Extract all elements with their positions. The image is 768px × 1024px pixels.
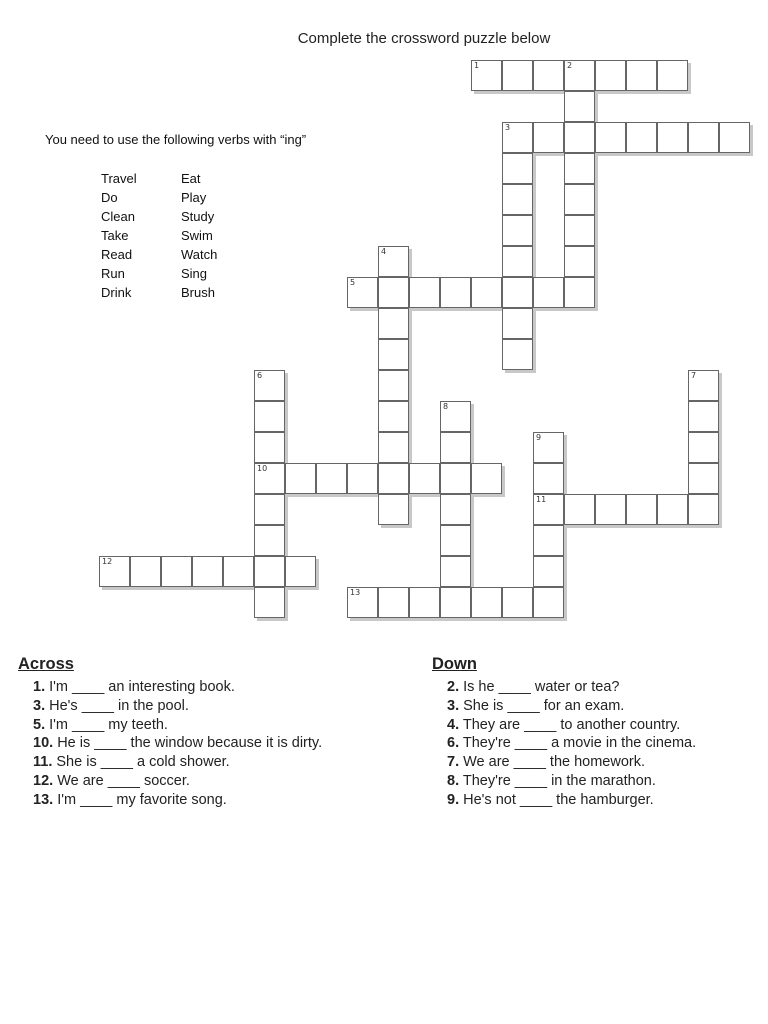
crossword-cell[interactable] (378, 246, 409, 277)
crossword-cell[interactable] (254, 463, 285, 494)
cell-input[interactable] (379, 309, 408, 338)
clue-label: 12. (33, 772, 54, 789)
cell-input[interactable] (379, 495, 408, 524)
cell-input[interactable] (441, 402, 470, 431)
crossword-cell[interactable] (688, 463, 719, 494)
cell-input[interactable] (565, 123, 594, 152)
across-clue (18, 753, 322, 772)
clue-text: He is ____ the window because it is dirty. (53, 735, 323, 752)
cell-input[interactable] (627, 123, 656, 152)
clue-text: They're ____ in the marathon. (459, 772, 656, 789)
crossword-cell[interactable] (533, 122, 564, 153)
crossword-cell[interactable] (533, 494, 564, 525)
crossword-cell[interactable] (316, 463, 347, 494)
cell-input[interactable] (689, 464, 718, 493)
clue-number: 9 (536, 433, 542, 442)
cell-input[interactable] (596, 495, 625, 524)
cell-input[interactable] (503, 216, 532, 245)
cell-input[interactable] (503, 247, 532, 276)
cell-input[interactable] (596, 61, 625, 90)
down-clue (432, 678, 696, 697)
clue-number: 12 (102, 557, 113, 566)
crossword-cell[interactable] (533, 277, 564, 308)
clue-label: 13. (33, 791, 54, 808)
clue-text: They are ____ to another country. (459, 716, 681, 733)
cell-input[interactable] (286, 557, 315, 586)
cell-input[interactable] (224, 557, 253, 586)
down-clue (432, 697, 696, 716)
cell-input[interactable] (596, 123, 625, 152)
crossword-cell[interactable] (533, 587, 564, 618)
crossword-cell[interactable] (533, 525, 564, 556)
clue-text: She is ____ for an exam. (459, 697, 625, 714)
crossword-cell[interactable] (347, 277, 378, 308)
cell-input[interactable] (689, 495, 718, 524)
crossword-cell[interactable] (378, 339, 409, 370)
crossword-cell[interactable] (378, 277, 409, 308)
clue-number: 2 (567, 61, 573, 70)
cell-input[interactable] (565, 92, 594, 121)
crossword-cell[interactable] (657, 60, 688, 91)
crossword-cell[interactable] (130, 556, 161, 587)
crossword-cell[interactable] (378, 494, 409, 525)
crossword-cell[interactable] (564, 153, 595, 184)
cell-input[interactable] (565, 185, 594, 214)
clue-number: 10 (257, 464, 268, 473)
verb-item: Watch (181, 247, 218, 262)
crossword-cell[interactable] (99, 556, 130, 587)
cell-input[interactable] (534, 495, 563, 524)
cell-input[interactable] (534, 61, 563, 90)
crossword-cell[interactable] (347, 587, 378, 618)
crossword-cell[interactable] (285, 463, 316, 494)
crossword-cell[interactable] (595, 60, 626, 91)
crossword-cell[interactable] (502, 215, 533, 246)
crossword-cell[interactable] (719, 122, 750, 153)
crossword-cell[interactable] (378, 463, 409, 494)
crossword-cell[interactable] (378, 308, 409, 339)
cell-input[interactable] (379, 433, 408, 462)
clue-label: 1. (33, 679, 46, 695)
cell-input[interactable] (317, 464, 346, 493)
cell-input[interactable] (255, 588, 284, 617)
cell-input[interactable] (565, 216, 594, 245)
cell-input[interactable] (658, 495, 687, 524)
cell-input[interactable] (534, 278, 563, 307)
cell-input[interactable] (348, 278, 377, 307)
crossword-cell[interactable] (564, 277, 595, 308)
crossword-cell[interactable] (440, 525, 471, 556)
cell-input[interactable] (255, 495, 284, 524)
page-title: Complete the crossword puzzle below (297, 30, 551, 47)
cell-input[interactable] (441, 588, 470, 617)
crossword-cell[interactable] (440, 401, 471, 432)
across-clues (18, 655, 322, 810)
cell-input[interactable] (286, 464, 315, 493)
clue-text: I'm ____ an interesting book. (45, 679, 235, 695)
crossword-cell[interactable] (502, 339, 533, 370)
cell-input[interactable] (379, 340, 408, 369)
cell-input[interactable] (534, 526, 563, 555)
crossword-cell[interactable] (626, 60, 657, 91)
cell-input[interactable] (503, 154, 532, 183)
crossword-cell[interactable] (285, 556, 316, 587)
crossword-cell[interactable] (254, 494, 285, 525)
cell-input[interactable] (658, 61, 687, 90)
cell-input[interactable] (472, 278, 501, 307)
crossword-cell[interactable] (564, 60, 595, 91)
crossword-cell[interactable] (440, 277, 471, 308)
cell-input[interactable] (472, 588, 501, 617)
cell-input[interactable] (534, 464, 563, 493)
clue-label: 10. (33, 735, 54, 752)
clue-label: 2. (447, 679, 460, 695)
cell-input[interactable] (100, 557, 129, 586)
crossword-cell[interactable] (440, 432, 471, 463)
crossword-cell[interactable] (409, 463, 440, 494)
verb-item: Eat (181, 171, 201, 186)
crossword-cell[interactable] (595, 494, 626, 525)
clue-label: 3. (447, 697, 460, 714)
crossword-cell[interactable] (688, 370, 719, 401)
cell-input[interactable] (565, 495, 594, 524)
verb-item: Play (181, 190, 207, 205)
crossword-cell[interactable] (471, 587, 502, 618)
clue-label: 3. (33, 697, 46, 714)
crossword-cell[interactable] (595, 122, 626, 153)
cell-input[interactable] (689, 433, 718, 462)
cell-input[interactable] (193, 557, 222, 586)
down-clue (432, 772, 696, 791)
clue-number: 13 (350, 588, 361, 597)
verb-item: Travel (101, 171, 137, 186)
cell-input[interactable] (565, 154, 594, 183)
cell-input[interactable] (689, 371, 718, 400)
across-heading: Across (18, 655, 74, 673)
crossword-cell[interactable] (533, 60, 564, 91)
verb-item: Do (101, 190, 118, 205)
clue-number: 7 (691, 371, 697, 380)
cell-input[interactable] (503, 309, 532, 338)
crossword-cell[interactable] (254, 556, 285, 587)
crossword-cell[interactable] (192, 556, 223, 587)
cell-input[interactable] (503, 123, 532, 152)
clue-text: They're ____ a movie in the cinema. (459, 735, 697, 752)
verb-item: Sing (181, 266, 208, 281)
verb-item: Run (101, 266, 125, 281)
crossword-cell[interactable] (502, 308, 533, 339)
crossword-cell[interactable] (564, 184, 595, 215)
verb-item: Take (101, 228, 129, 243)
across-clue (18, 772, 322, 791)
clue-number: 8 (443, 402, 449, 411)
clue-number: 5 (350, 278, 356, 287)
cell-input[interactable] (255, 557, 284, 586)
crossword-cell[interactable] (564, 215, 595, 246)
cell-input[interactable] (379, 247, 408, 276)
clue-number: 6 (257, 371, 263, 380)
cell-input[interactable] (255, 464, 284, 493)
down-clue (432, 716, 696, 735)
crossword-cell[interactable] (688, 401, 719, 432)
crossword-cell[interactable] (254, 401, 285, 432)
crossword-cell[interactable] (347, 463, 378, 494)
cell-input[interactable] (441, 495, 470, 524)
cell-input[interactable] (441, 433, 470, 462)
crossword-cell[interactable] (378, 401, 409, 432)
verb-item: Study (181, 209, 215, 224)
cell-input[interactable] (379, 464, 408, 493)
across-clue (18, 791, 322, 810)
cell-input[interactable] (689, 123, 718, 152)
down-clue (432, 753, 696, 772)
clue-text: I'm ____ my favorite song. (53, 791, 227, 808)
cell-input[interactable] (503, 185, 532, 214)
cell-input[interactable] (503, 588, 532, 617)
down-clue (432, 734, 696, 753)
clue-label: 6. (447, 735, 460, 752)
across-clue (18, 697, 322, 716)
crossword-cell[interactable] (440, 463, 471, 494)
cell-input[interactable] (565, 61, 594, 90)
clue-text: He's not ____ the hamburger. (459, 791, 654, 808)
crossword-cell[interactable] (502, 184, 533, 215)
clue-number: 3 (505, 123, 511, 132)
cell-input[interactable] (162, 557, 191, 586)
cell-input[interactable] (410, 464, 439, 493)
clue-text: I'm ____ my teeth. (45, 716, 168, 733)
crossword-cell[interactable] (502, 246, 533, 277)
cell-input[interactable] (472, 464, 501, 493)
cell-input[interactable] (255, 433, 284, 462)
crossword-cell[interactable] (254, 587, 285, 618)
cell-input[interactable] (658, 123, 687, 152)
cell-input[interactable] (379, 278, 408, 307)
crossword-cell[interactable] (502, 60, 533, 91)
clue-label: 7. (447, 754, 460, 771)
cell-input[interactable] (131, 557, 160, 586)
cell-input[interactable] (627, 495, 656, 524)
down-clues (432, 655, 696, 810)
cell-input[interactable] (410, 278, 439, 307)
cell-input[interactable] (534, 433, 563, 462)
cell-input[interactable] (441, 557, 470, 586)
cell-input[interactable] (472, 61, 501, 90)
cell-input[interactable] (255, 402, 284, 431)
verb-item: Drink (101, 285, 132, 300)
cell-input[interactable] (255, 526, 284, 555)
clue-text: We are ____ soccer. (53, 772, 190, 789)
across-clue (18, 678, 322, 697)
crossword-cell[interactable] (564, 246, 595, 277)
clue-label: 8. (447, 772, 460, 789)
clue-text: We are ____ the homework. (459, 754, 646, 771)
crossword-cell[interactable] (161, 556, 192, 587)
crossword-cell[interactable] (688, 432, 719, 463)
crossword-cell[interactable] (657, 122, 688, 153)
crossword-cell[interactable] (688, 122, 719, 153)
cell-input[interactable] (503, 278, 532, 307)
crossword-cell[interactable] (440, 494, 471, 525)
verb-item: Swim (181, 228, 213, 243)
cell-input[interactable] (441, 278, 470, 307)
cell-input[interactable] (379, 402, 408, 431)
crossword-cell[interactable] (688, 494, 719, 525)
cell-input[interactable] (441, 464, 470, 493)
crossword-cell[interactable] (657, 494, 688, 525)
crossword-cell[interactable] (564, 494, 595, 525)
crossword-cell[interactable] (471, 60, 502, 91)
clue-label: 11. (33, 754, 53, 771)
crossword-cell[interactable] (502, 153, 533, 184)
clue-number: 11 (536, 495, 547, 504)
clue-number: 4 (381, 247, 387, 256)
crossword-cell[interactable] (533, 463, 564, 494)
cell-input[interactable] (379, 588, 408, 617)
crossword-cell[interactable] (626, 122, 657, 153)
clue-label: 4. (447, 716, 460, 733)
cell-input[interactable] (379, 371, 408, 400)
crossword-cell[interactable] (502, 587, 533, 618)
instructions-text: You need to use the following verbs with “ing” (45, 132, 307, 147)
cell-input[interactable] (534, 588, 563, 617)
cell-input[interactable] (565, 278, 594, 307)
crossword-cell[interactable] (626, 494, 657, 525)
clue-number: 1 (474, 61, 480, 70)
clue-text: He's ____ in the pool. (45, 697, 189, 714)
clue-label: 5. (33, 716, 46, 733)
crossword-cell[interactable] (409, 587, 440, 618)
cell-input[interactable] (441, 526, 470, 555)
verb-item: Clean (101, 209, 135, 224)
down-heading: Down (432, 655, 477, 673)
clue-text: She is ____ a cold shower. (52, 754, 230, 771)
crossword-cell[interactable] (254, 525, 285, 556)
crossword-cell[interactable] (471, 277, 502, 308)
crossword-cell[interactable] (502, 122, 533, 153)
crossword-cell[interactable] (223, 556, 254, 587)
crossword-cell[interactable] (440, 587, 471, 618)
cell-input[interactable] (503, 340, 532, 369)
cell-input[interactable] (348, 588, 377, 617)
cell-input[interactable] (503, 61, 532, 90)
cell-input[interactable] (534, 123, 563, 152)
crossword-cell[interactable] (378, 587, 409, 618)
crossword-cell[interactable] (533, 556, 564, 587)
cell-input[interactable] (720, 123, 749, 152)
crossword-cell[interactable] (471, 463, 502, 494)
crossword-cell[interactable] (378, 432, 409, 463)
crossword-cell[interactable] (502, 277, 533, 308)
verb-item: Read (101, 247, 133, 262)
across-clue (18, 734, 322, 753)
cell-input[interactable] (689, 402, 718, 431)
crossword-cell[interactable] (254, 370, 285, 401)
cell-input[interactable] (565, 247, 594, 276)
cell-input[interactable] (348, 464, 377, 493)
crossword-cell[interactable] (564, 91, 595, 122)
cell-input[interactable] (255, 371, 284, 400)
clue-label: 9. (447, 791, 460, 808)
verb-item: Brush (181, 285, 215, 300)
across-clue (18, 716, 322, 735)
crossword-cell[interactable] (409, 277, 440, 308)
crossword-cell[interactable] (254, 432, 285, 463)
cell-input[interactable] (534, 557, 563, 586)
cell-input[interactable] (410, 588, 439, 617)
crossword-cell[interactable] (440, 556, 471, 587)
crossword-cell[interactable] (378, 370, 409, 401)
crossword-cell[interactable] (533, 432, 564, 463)
cell-input[interactable] (627, 61, 656, 90)
down-clue (432, 791, 696, 810)
clue-text: Is he ____ water or tea? (459, 679, 620, 695)
crossword-cell[interactable] (564, 122, 595, 153)
